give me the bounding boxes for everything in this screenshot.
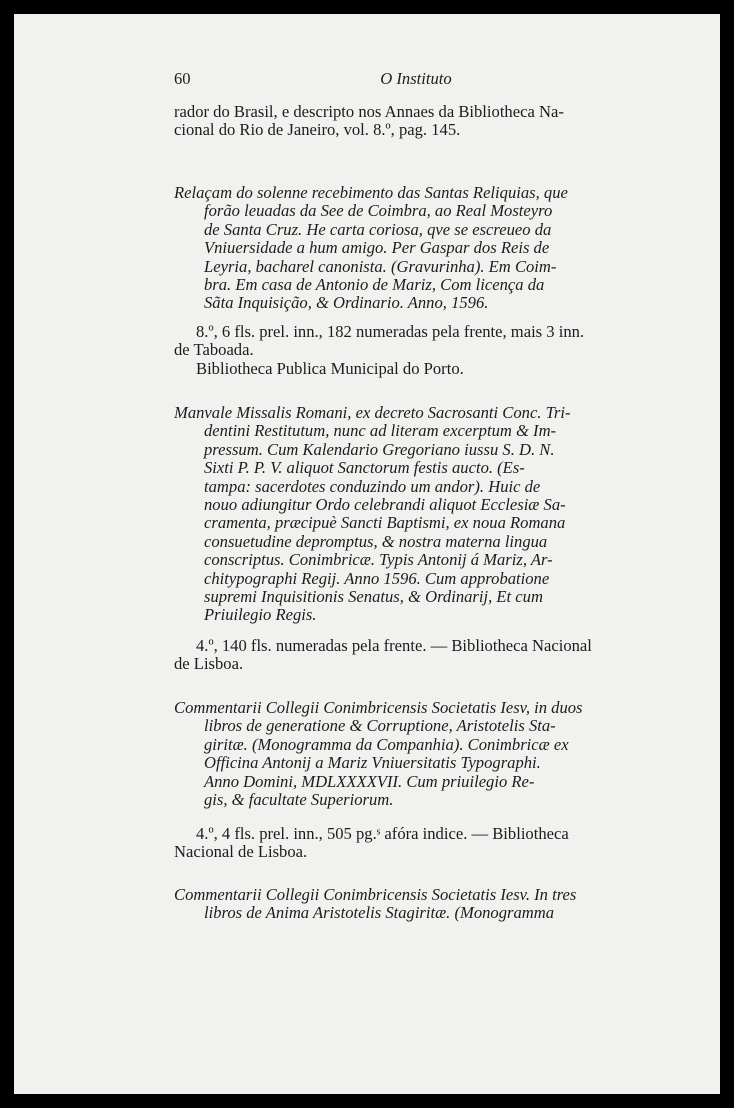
title-line: cramenta, præcipuè Sancti Baptismi, ex noua Romana: [204, 513, 566, 533]
title-line: pressum. Cum Kalendario Gregoriano iussu S. D. N.: [204, 439, 555, 459]
desc-line: Nacional de Lisboa.: [174, 842, 308, 862]
desc-line: de Lisboa.: [174, 654, 244, 674]
text-line: rador do Brasil, e descripto nos Annaes da Bibliotheca Na-: [174, 102, 564, 121]
title-line: Commentarii Collegii Conimbricensis Societatis Iesv, in duos: [174, 698, 583, 717]
title-line: Vniuersidade a hum amigo. Per Gaspar dos Reis de: [204, 238, 550, 258]
title-line: bra. Em casa de Antonio de Mariz, Com licença da: [204, 275, 545, 295]
title-line: supremi Inquisitionis Senatus, & Ordinarij, Et cum: [204, 587, 543, 607]
title-line: tampa: sacerdotes conduzindo um andor). Huic de: [204, 476, 541, 496]
book-page: [14, 14, 720, 1094]
desc-line: de Taboada.: [174, 340, 254, 360]
title-line: chitypographi Regij. Anno 1596. Cum approbatione: [204, 568, 550, 588]
title-line: Officina Antonij a Mariz Vniuersitatis Typographi.: [204, 753, 541, 773]
title-line: Manvale Missalis Romani, ex decreto Sacrosanti Conc. Tri-: [174, 403, 571, 422]
title-line: dentini Restitutum, nunc ad literam excerptum & Im-: [204, 421, 557, 441]
title-line: Anno Domini, MDLXXXXVII. Cum priuilegio Re-: [204, 771, 535, 791]
desc-line: 4.º, 4 fls. prel. inn., 505 pg.ˢ afóra indice. — Bibliotheca: [196, 824, 569, 843]
page-number: 60: [174, 69, 191, 88]
title-line: Sãta Inquisição, & Ordinario. Anno, 1596.: [204, 293, 489, 313]
title-line: libros de generatione & Corruptione, Aristotelis Sta-: [204, 716, 556, 736]
title-line: nouo adiungitur Ordo celebrandi aliquot Ecclesiæ Sa-: [204, 495, 566, 515]
title-line: giritæ. (Monogramma da Companhia). Conimbricæ ex: [204, 734, 569, 754]
intro-paragraph: [174, 103, 658, 140]
entry-description: [174, 637, 658, 674]
title-line: Commentarii Collegii Conimbricensis Societatis Iesv. In tres: [174, 885, 577, 904]
entry-description: [174, 825, 658, 862]
title-line: Leyria, bacharel canonista. (Gravurinha). Em Coim-: [204, 256, 557, 276]
title-line: de Santa Cruz. He carta coriosa, qve se escreueo da: [204, 219, 552, 239]
desc-line: 8.º, 6 fls. prel. inn., 182 numeradas pela frente, mais 3 inn.: [196, 322, 585, 341]
title-line: Relaçam do solenne recebimento das Santas Reliquias, que: [174, 183, 568, 202]
running-title: O Instituto: [380, 69, 452, 88]
entry-title: [174, 404, 658, 625]
entry-title: [174, 886, 658, 923]
entry-description: [174, 323, 658, 378]
title-line: libros de Anima Aristotelis Stagiritæ. (Monogramma: [204, 903, 555, 923]
text-line: cional do Rio de Janeiro, vol. 8.º, pag. 145.: [174, 120, 461, 140]
desc-line: 4.º, 140 fls. numeradas pela frente. — Bibliotheca Nacional: [196, 636, 592, 655]
page-header: [174, 70, 658, 90]
title-line: consuetudine depromptus, & nostra materna lingua: [204, 531, 548, 551]
title-line: conscriptus. Conimbricæ. Typis Antonij á Mariz, Ar-: [204, 550, 553, 570]
desc-line: Bibliotheca Publica Municipal do Porto.: [196, 358, 464, 378]
title-line: forão leuadas da See de Coimbra, ao Real Mosteyro: [204, 201, 553, 221]
title-line: gis, & facultate Superiorum.: [204, 790, 394, 810]
title-line: Priuilegio Regis.: [204, 605, 317, 625]
entry-title: [174, 699, 658, 809]
entry-title: [174, 184, 658, 313]
title-line: Sixti P. P. V. aliquot Sanctorum festis aucto. (Es-: [204, 458, 525, 478]
